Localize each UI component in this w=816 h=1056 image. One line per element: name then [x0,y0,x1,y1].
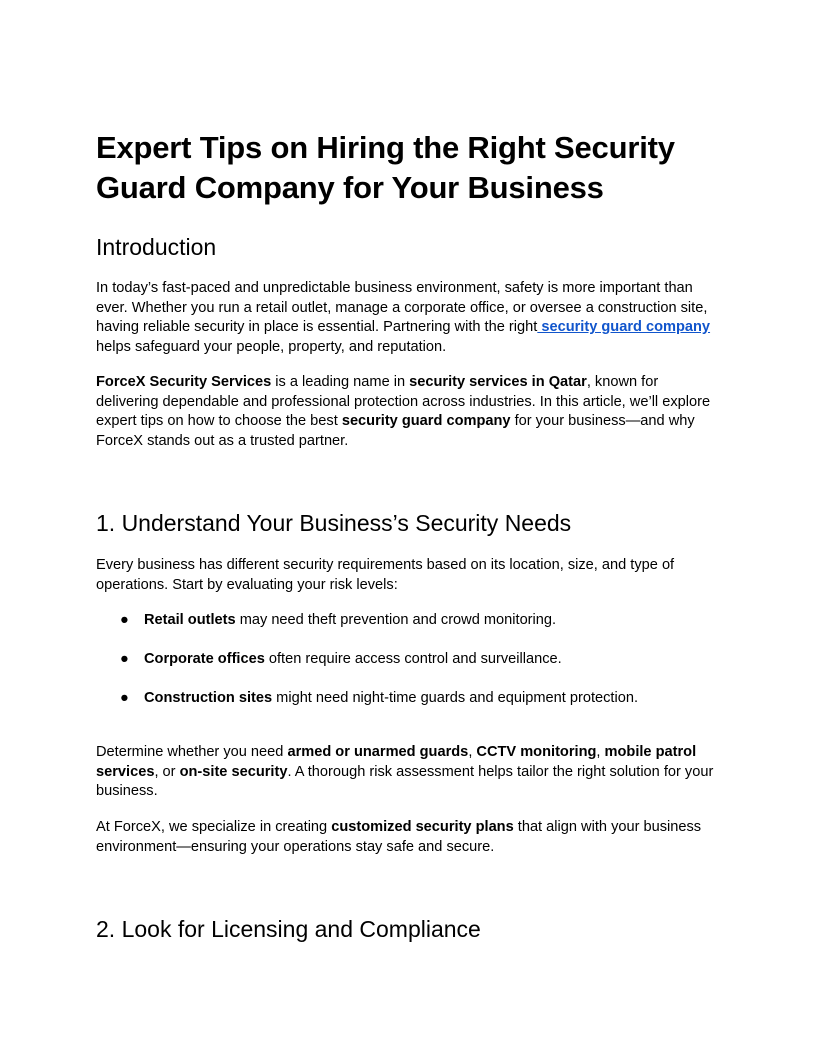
section-1-paragraph-1: Every business has different security requirements based on its location, size, and type of operations. Start by evaluating your risk levels: [96,557,675,593]
list-item: ● Construction sites might need night-time guards and equipment protection. [96,689,720,728]
list-item: ● Corporate offices often require access control and surveillance. [96,650,720,689]
bullet-icon: ● [120,612,129,628]
risk-levels-list [96,611,720,728]
security-guard-company-link[interactable]: security guard company [537,319,711,336]
section-1-paragraph-2: Determine whether you need armed or unarmed guards, CCTV monitoring, mobile patrol services, or on-site security. A thorough risk assessment helps tailor the right solution for your business. [96,744,714,800]
section-1-heading: 1. Understand Your Business’s Security Needs [96,510,572,536]
intro-paragraph-1: In today’s fast-paced and unpredictable business environment, safety is more important than ever. Whether you run a retail outlet, manage a corporate office, or oversee a construction site, having reliable security in place is essential. Partnering with the right security guard company helps safeguard your people, property, and reputation. [96,280,711,355]
list-item: ● Retail outlets may need theft prevention and crowd monitoring. [96,611,720,650]
section-1-paragraph-3: At ForceX, we specialize in creating customized security plans that align with your business environment—ensuring your operations stay safe and secure. [96,819,702,855]
intro-paragraph-2: ForceX Security Services is a leading name in security services in Qatar, known for delivering dependable and professional protection across industries. In this article, we’ll explore expert tips on how to choose the best security guard company for your business—and why ForceX stands out as a trusted partner. [96,374,711,449]
page-title: Expert Tips on Hiring the Right Security Guard Company for Your Business [96,130,675,205]
bullet-icon: ● [120,690,129,706]
bullet-icon: ● [120,651,129,667]
section-2-heading: 2. Look for Licensing and Compliance [96,916,481,942]
introduction-heading: Introduction [96,234,217,260]
